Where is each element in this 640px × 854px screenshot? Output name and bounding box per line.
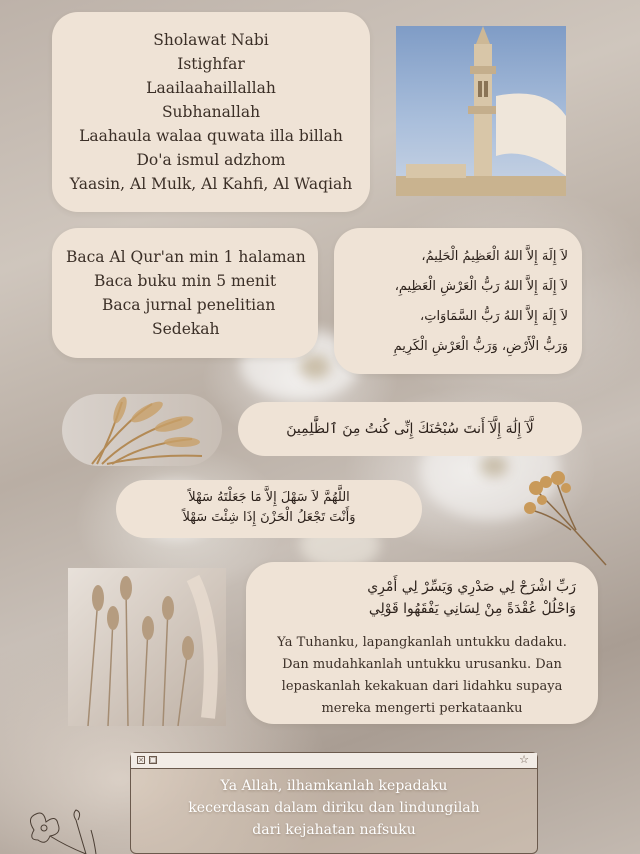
dua-musa-card — [246, 562, 598, 724]
dua-line: اللَّهُمَّ لاَ سَهْلَ إِلاَّ مَا جَعَلْتَهُ سَهْلاً — [188, 490, 350, 505]
line-art-flower-icon — [16, 800, 106, 854]
bunny-tail-grass-icon — [68, 568, 226, 726]
maximize-icon[interactable]: □ — [150, 756, 157, 764]
translation-line: mereka mengerti perkataanku — [321, 701, 523, 716]
mosque-photo — [396, 26, 566, 196]
dua-ismul-adzhom-card — [334, 228, 582, 374]
list-item: Subhanallah — [161, 103, 261, 121]
dua-line: لَّآ إِلَٰهَ إِلَّآ أَنتَ سُبْحَٰنَكَ إِنِّى كُنتُ مِنَ ٱلظَّٰلِمِينَ — [286, 421, 534, 437]
bg-flower-center — [480, 455, 508, 477]
dua-line: رَبِّ اشْرَحْ لِي صَدْرِي وَيَسِّرْ لِي أَمْرِي — [367, 579, 576, 595]
pampas-grass-icon — [62, 394, 222, 466]
list-item: Do'a ismul adzhom — [136, 151, 286, 169]
list-item: Sholawat Nabi — [153, 31, 269, 49]
dua-ease-pill — [116, 480, 422, 538]
list-item: Laahaula walaa quwata illa billah — [79, 127, 343, 145]
dua-line: وَاحْلُلْ عُقْدَةً مِنْ لِسَانِي يَفْقَهُوا قَوْلِي — [368, 601, 576, 617]
window-text-line: kecerdasan dalam diriku dan lindungilah — [188, 800, 480, 816]
dua-line: لاَ إِلَهَ إِلاَّ اللهُ رَبُّ الْعَرْشِ الْعَظِيمِ، — [394, 279, 568, 294]
activities-card — [52, 228, 318, 358]
dua-line: وَأَنْتَ تَجْعَلُ الْحَزْنَ إِذَا شِئْتَ سَهْلاً — [182, 510, 356, 525]
list-item: Yaasin, Al Mulk, Al Kahfi, Al Waqiah — [69, 175, 353, 193]
bunny-tail-photo — [68, 568, 226, 726]
star-icon[interactable]: ☆ — [519, 753, 529, 766]
dua-line: لاَ إِلَهَ إِلاَّ اللهُ الْعَظِيمُ الْحَلِيمُ، — [421, 249, 568, 264]
window-text-line: dari kejahatan nafsuku — [252, 822, 416, 838]
list-item: Baca Al Qur'an min 1 halaman — [66, 248, 306, 266]
list-item: Baca jurnal penelitian — [102, 296, 276, 314]
translation-line: lepaskanlah kekakuan dari lidahku supaya — [281, 679, 563, 694]
prayer-window — [130, 752, 538, 854]
dried-flower-icon — [516, 460, 616, 570]
dua-line: وَرَبُّ الْأَرْضِ، وَرَبُّ الْعَرْشِ الْكَرِيمِ — [393, 339, 568, 354]
dua-yunus-pill — [238, 402, 582, 456]
list-item: Istighfar — [177, 55, 245, 73]
window-text-line: Ya Allah, ilhamkanlah kepadaku — [220, 778, 448, 794]
dzikir-list-card — [52, 12, 370, 212]
list-item: Sedekah — [152, 320, 220, 338]
mosque-icon — [396, 26, 566, 196]
list-item: Laailaahaillallah — [146, 79, 276, 97]
dua-line: لاَ إِلَهَ إِلاَّ اللهُ رَبُّ السَّمَاوَاتِ، — [420, 309, 568, 324]
window-title-bar — [131, 753, 537, 769]
list-item: Baca buku min 5 menit — [94, 272, 277, 290]
close-icon[interactable]: × — [138, 756, 144, 764]
bg-flower-center — [300, 355, 330, 379]
dried-grass-photo — [62, 394, 222, 466]
translation-line: Dan mudahkanlah untukku urusanku. Dan — [282, 657, 562, 672]
translation-line: Ya Tuhanku, lapangkanlah untukku dadaku. — [277, 635, 567, 650]
